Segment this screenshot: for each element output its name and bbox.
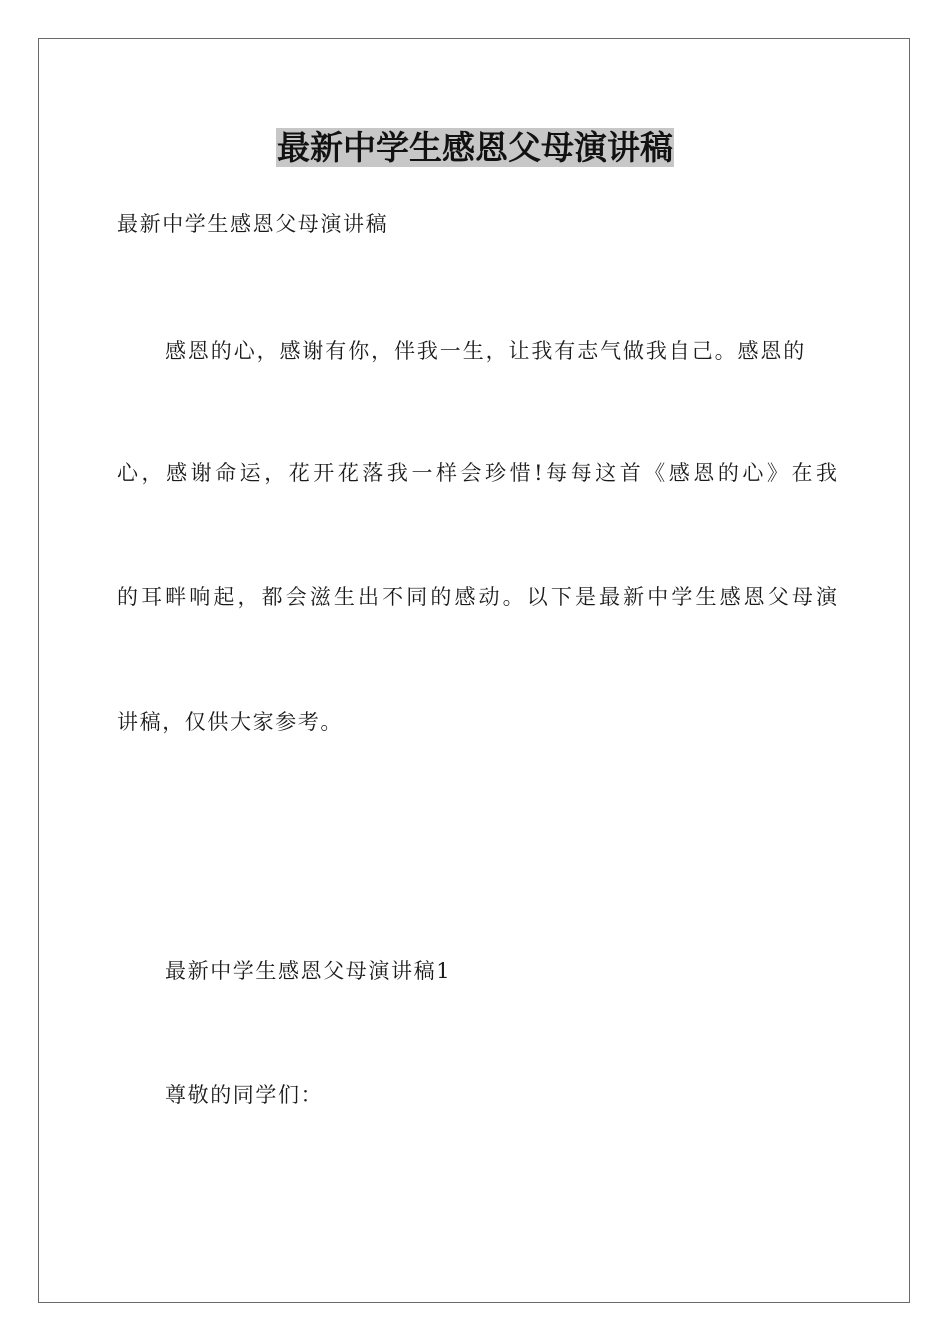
intro-line-4: 讲稿，仅供大家参考。	[117, 710, 343, 734]
section-heading: 最新中学生感恩父母演讲稿1	[165, 959, 452, 983]
salutation: 尊敬的同学们：	[165, 1083, 324, 1107]
document-title	[0, 128, 950, 168]
intro-line-3: 的耳畔响起，都会滋生出不同的感动。以下是最新中学生感恩父母演	[117, 585, 837, 609]
subtitle-line: 最新中学生感恩父母演讲稿	[117, 212, 389, 236]
intro-line-2: 心，感谢命运，花开花落我一样会珍惜!每每这首《感恩的心》在我	[117, 461, 837, 485]
intro-line-1: 感恩的心，感谢有你，伴我一生，让我有志气做我自己。感恩的	[165, 339, 807, 363]
document-title-text: 最新中学生感恩父母演讲稿	[277, 128, 673, 167]
